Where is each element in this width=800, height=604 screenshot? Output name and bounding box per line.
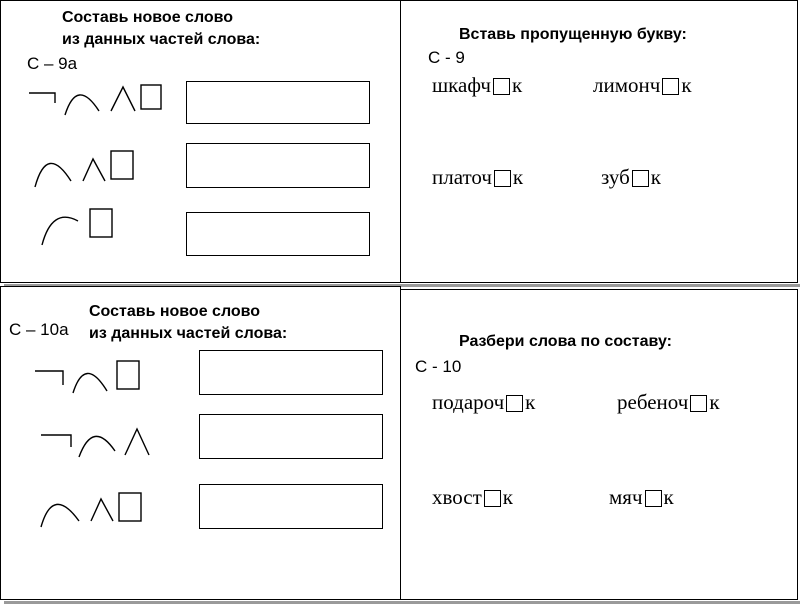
panel-title: Разбери слова по составу:: [459, 333, 672, 350]
prefix-icon: [41, 435, 71, 447]
missing-letter-box[interactable]: [662, 78, 679, 95]
morpheme-scheme-row-3: [41, 487, 151, 531]
missing-letter-box[interactable]: [645, 490, 662, 507]
missing-letter-box[interactable]: [484, 490, 501, 507]
answer-box-row-1[interactable]: [186, 81, 370, 124]
prefix-icon: [29, 93, 55, 103]
root-arc-icon: [35, 163, 71, 187]
ending-square-icon: [119, 493, 141, 521]
word-item: ребеноч к: [617, 390, 720, 414]
answer-box-row-2[interactable]: [186, 143, 370, 188]
suffix-caret-icon: [111, 87, 135, 111]
panel-task-10a: [0, 286, 401, 600]
root-arc-icon: [79, 436, 115, 457]
suffix-caret-icon: [83, 159, 105, 181]
root-arc-icon: [42, 217, 78, 245]
word-item: шкафч к: [432, 73, 523, 97]
answer-box-row-1[interactable]: [199, 350, 383, 395]
morpheme-scheme-row-2: [41, 425, 161, 465]
ending-square-icon: [117, 361, 139, 389]
panel-task-10: [400, 289, 798, 600]
root-arc-icon: [41, 504, 79, 527]
missing-letter-box[interactable]: [494, 170, 511, 187]
word-item: мяч к: [609, 485, 674, 509]
answer-box-row-3[interactable]: [186, 212, 370, 256]
missing-letter-box[interactable]: [690, 395, 707, 412]
word-item: зуб к: [601, 165, 661, 189]
morpheme-scheme-row-3: [42, 207, 122, 247]
ending-square-icon: [141, 85, 161, 109]
panel-title-line1: Составь новое слово: [62, 9, 234, 26]
word-item: лимонч к: [593, 73, 692, 97]
root-arc-icon: [65, 95, 99, 115]
word-item: платоч к: [432, 165, 524, 189]
root-arc-icon: [73, 373, 107, 393]
panel-title-line2: из данных частей слова:: [62, 31, 261, 48]
word-item: подароч к: [432, 390, 536, 414]
ending-square-icon: [90, 209, 112, 237]
panel-title-line1: Составь новое слово: [89, 303, 261, 320]
word-item: хвост к: [432, 485, 513, 509]
prefix-icon: [35, 371, 63, 385]
task-code: С - 9: [428, 48, 465, 67]
answer-box-row-2[interactable]: [199, 414, 383, 459]
task-code: С – 10а: [9, 320, 69, 339]
panel-title: Вставь пропущенную букву:: [459, 26, 687, 43]
morpheme-scheme-row-1: [35, 359, 145, 399]
panel-task-9: [400, 0, 798, 283]
missing-letter-box[interactable]: [493, 78, 510, 95]
suffix-caret-icon: [125, 429, 149, 455]
panel-title-line2: из данных частей слова:: [89, 325, 288, 342]
task-code: С – 9а: [27, 54, 78, 73]
ending-square-icon: [111, 151, 133, 179]
morpheme-scheme-row-2: [35, 147, 145, 189]
suffix-caret-icon: [91, 499, 113, 521]
missing-letter-box[interactable]: [632, 170, 649, 187]
task-code: С - 10: [415, 357, 462, 376]
missing-letter-box[interactable]: [506, 395, 523, 412]
answer-box-row-3[interactable]: [199, 484, 383, 529]
morpheme-scheme-row-1: [29, 81, 169, 121]
panel-task-9a: [0, 0, 401, 283]
